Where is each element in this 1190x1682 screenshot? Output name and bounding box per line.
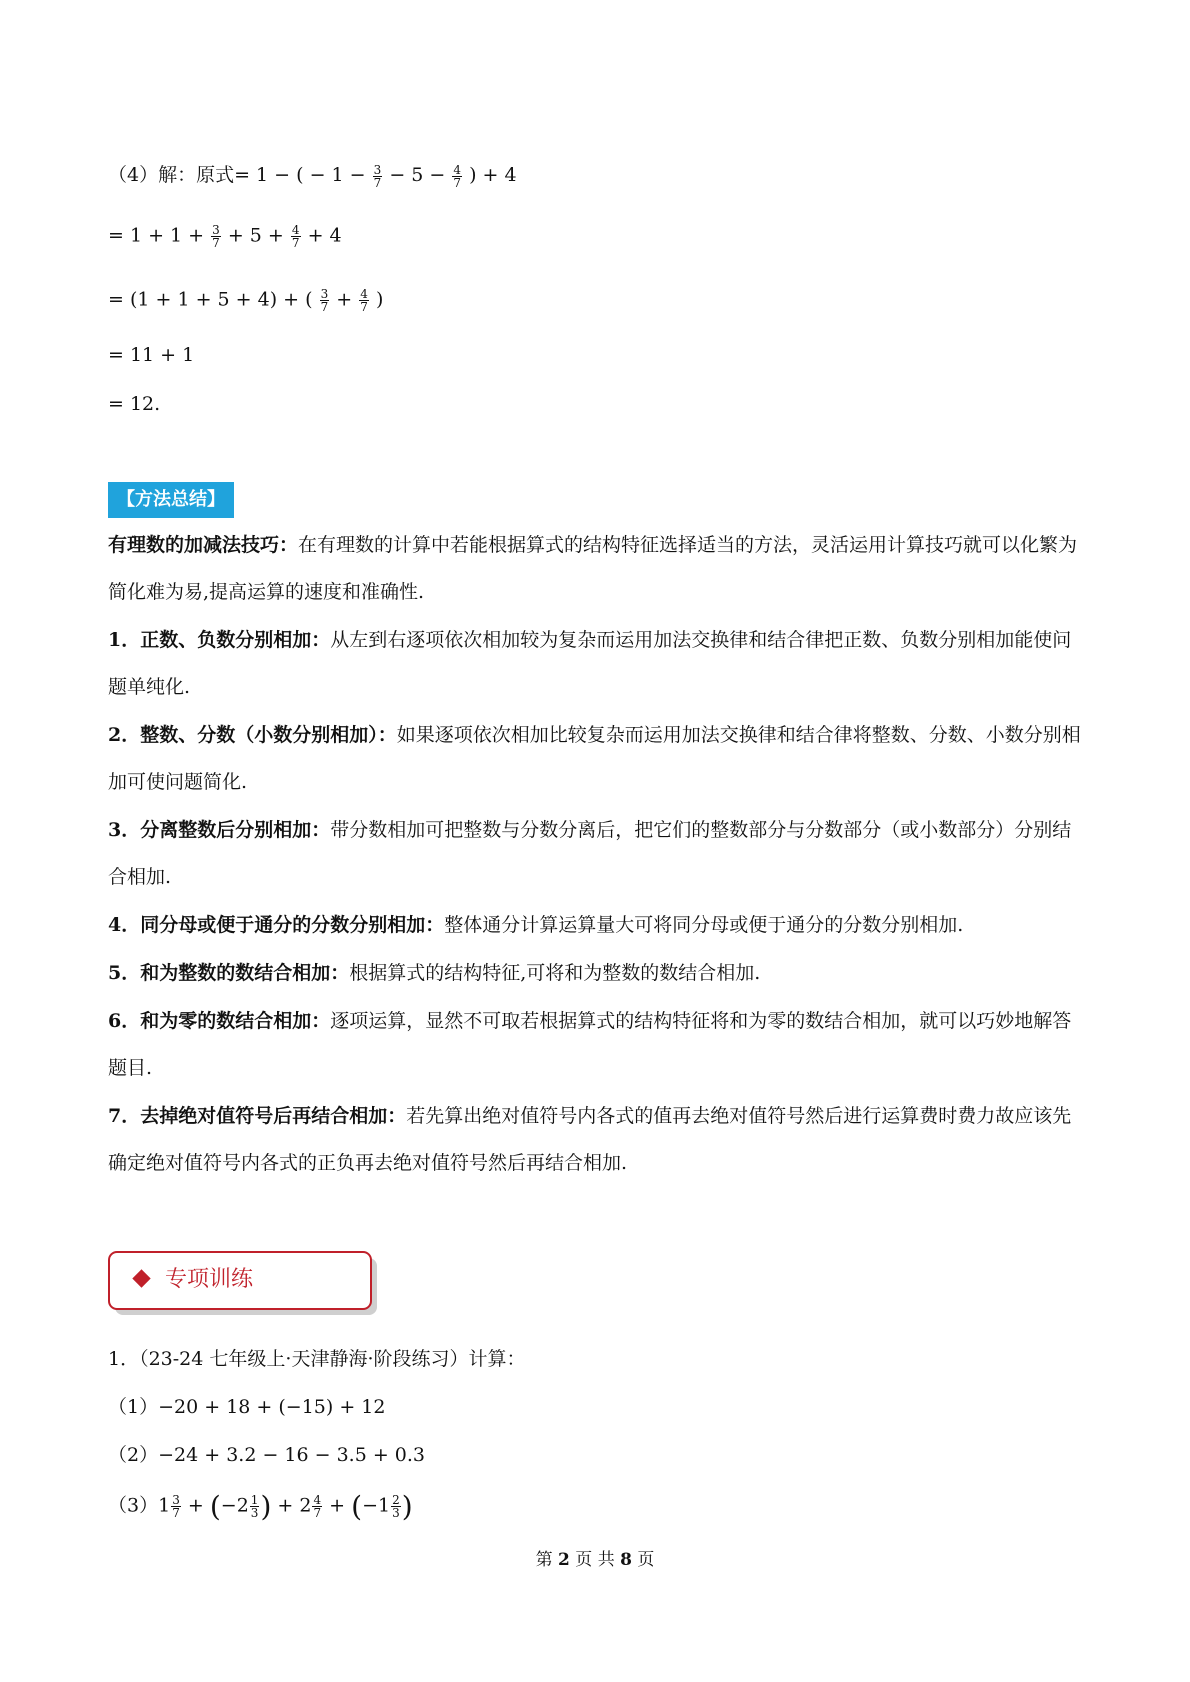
method-summary-badge: 【方法总结】: [108, 482, 234, 518]
fraction: $\frac{4}{7}$: [313, 1493, 322, 1520]
fraction: $\frac{4}{7}$: [291, 223, 300, 250]
section-title: 专项训练: [165, 1267, 254, 1292]
method-item: 6．和为零的数结合相加：逐项运算，显然不可取若根据算式的结构特征将和为零的数结合相加，就可以巧妙地解答题目.: [108, 1010, 1072, 1079]
method-intro: 有理数的加减法技巧：在有理数的计算中若能根据算式的结构特征选择适当的方法，灵活运用计算技巧就可以化繁为简化难为易,提高运算的速度和准确性.: [108, 534, 1078, 603]
exercise-question-1: （1）−20 + 18 + (−15) + 12: [108, 1396, 386, 1418]
solution-line-3: = (1 + 1 + 5 + 4) + ( $\frac{3}{7}$ + $\frac{4}{7}$ ): [108, 287, 384, 314]
fraction: $\frac{4}{7}$: [360, 287, 368, 314]
fraction: $\frac{3}{7}$: [373, 162, 382, 190]
solution-prefix: （4）解：原式: [108, 164, 235, 186]
exercise-question-3: （3）1 $\frac{3}{7}$ + (−2 $\frac{1}{3}$ ) + 2 $\frac{4}{7}$ + (−1 $\frac{2}{3}$ ): [108, 1490, 413, 1523]
page-footer: 第 2 页 共 8 页: [535, 1550, 655, 1570]
method-item: 1．正数、负数分别相加：从左到右逐项依次相加较为复杂而运用加法交换律和结合律把正数、负数分别相加能使问题单纯化.: [108, 629, 1072, 698]
fraction: $\frac{3}{7}$: [212, 223, 220, 250]
diamond-icon: [132, 1269, 150, 1287]
method-item: 7．去掉绝对值符号后再结合相加：若先算出绝对值符号内各式的值再去绝对值符号然后进行运算费时费力故应该先确定绝对值符号内各式的正负再去绝对值符号然后再结合相加.: [108, 1105, 1072, 1174]
method-item: 5．和为整数的数结合相加：根据算式的结构特征,可将和为整数的数结合相加.: [108, 962, 761, 984]
special-training-header: [108, 1251, 372, 1310]
solution-line-4: = 11 + 1: [108, 344, 195, 366]
fraction: $\frac{3}{7}$: [172, 1493, 180, 1520]
method-item: 3．分离整数后分别相加：带分数相加可把整数与分数分离后，把它们的整数部分与分数部分（或小数部分）分别结合相加.: [108, 819, 1072, 888]
solution-line-1: （4）解：原式= 1 − ( − 1 − $\frac{3}{7}$ − 5 − $\frac{4}{7}$ ) + 4: [108, 162, 517, 190]
solution-line-5: = 12.: [108, 393, 161, 415]
fraction: $\frac{2}{3}$: [392, 1493, 400, 1520]
exercise-question-2: （2）−24 + 3.2 − 16 − 3.5 + 0.3: [108, 1444, 426, 1466]
fraction: $\frac{1}{3}$: [250, 1493, 259, 1520]
method-item: 2．整数、分数（小数分别相加）：如果逐项依次相加比较复杂而运用加法交换律和结合律将整数、分数、小数分别相加可使问题简化.: [108, 724, 1081, 793]
total-pages: 8: [620, 1550, 632, 1570]
fraction: $\frac{3}{7}$: [320, 287, 329, 314]
solution-line-2: = 1 + 1 + $\frac{3}{7}$ + 5 + $\frac{4}{7}$ + 4: [108, 223, 342, 250]
exercise-title: 1．（23-24 七年级上·天津静海·阶段练习）计算：: [108, 1348, 526, 1370]
method-item: 4．同分母或便于通分的分数分别相加：整体通分计算运算量大可将同分母或便于通分的分数分别相加.: [108, 914, 964, 936]
page-number: 2: [558, 1550, 570, 1570]
fraction: $\frac{4}{7}$: [453, 162, 462, 190]
